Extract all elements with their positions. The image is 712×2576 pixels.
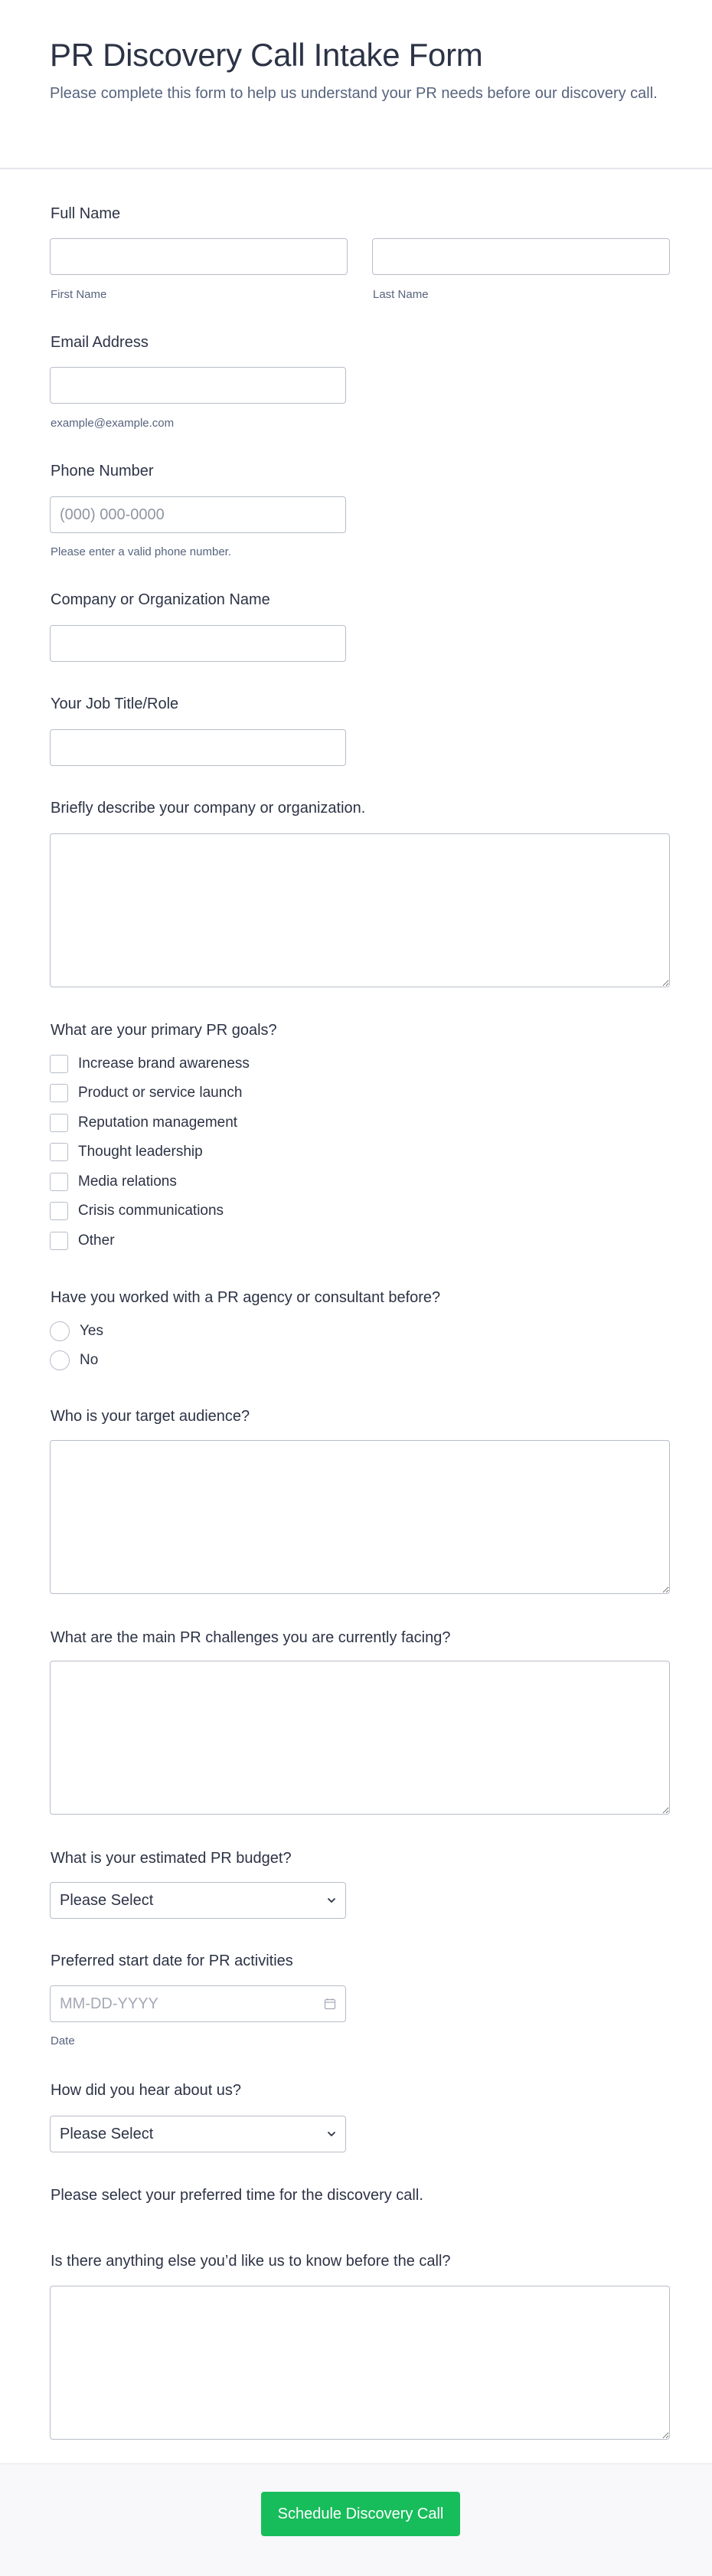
- checkbox[interactable]: [50, 1232, 68, 1250]
- pr-goal-option-label: Media relations: [78, 1173, 177, 1190]
- chevron-down-icon: [327, 2129, 336, 2139]
- checkbox[interactable]: [50, 1114, 68, 1132]
- radio-option-label: No: [80, 1352, 99, 1368]
- pr-goal-option[interactable]: [50, 1113, 237, 1133]
- pr-goal-option[interactable]: [50, 1083, 242, 1103]
- heard-about-select[interactable]: [50, 2116, 346, 2152]
- preferred-time-label: Please select your preferred time for the discovery call.: [51, 2187, 423, 2204]
- budget-select[interactable]: [50, 1882, 346, 1919]
- pr-goal-option-label: Product or service launch: [78, 1085, 243, 1101]
- full-name-label: Full Name: [51, 205, 121, 222]
- budget-select-value: Please Select: [60, 1891, 154, 1909]
- budget-label: What is your estimated PR budget?: [51, 1850, 292, 1867]
- radio-button[interactable]: [50, 1321, 70, 1341]
- pr-goal-option-label: Crisis communications: [78, 1203, 224, 1219]
- anything-else-label: Is there anything else you’d like us to know before the call?: [51, 2253, 451, 2270]
- pr-goal-option[interactable]: [50, 1172, 177, 1192]
- checkbox[interactable]: [50, 1173, 68, 1191]
- heard-about-select-value: Please Select: [60, 2125, 154, 2142]
- form-header: [0, 0, 712, 169]
- form-subtitle: Please complete this form to help us understand your PR needs before our discovery call.: [50, 85, 658, 102]
- phone-input[interactable]: [50, 496, 346, 533]
- radio-option-no[interactable]: [50, 1350, 98, 1371]
- email-label: Email Address: [51, 334, 149, 351]
- job-title-input[interactable]: [50, 729, 346, 766]
- pr-goal-option-label: Reputation management: [78, 1115, 238, 1131]
- company-label: Company or Organization Name: [51, 591, 270, 608]
- last-name-sublabel: Last Name: [373, 288, 429, 301]
- company-description-textarea[interactable]: [50, 833, 670, 987]
- email-input[interactable]: [50, 367, 346, 404]
- pr-goal-option-label: Other: [78, 1232, 115, 1249]
- target-audience-label: Who is your target audience?: [51, 1408, 250, 1425]
- pr-goal-option-label: Thought leadership: [78, 1144, 203, 1160]
- email-sublabel: example@example.com: [51, 417, 175, 430]
- radio-option-yes[interactable]: [50, 1321, 103, 1342]
- start-date-label: Preferred start date for PR activities: [51, 1952, 293, 1969]
- pr-goal-option-label: Increase brand awareness: [78, 1056, 250, 1072]
- radio-option-label: Yes: [80, 1323, 103, 1339]
- heard-about-label: How did you hear about us?: [51, 2082, 242, 2099]
- schedule-discovery-call-button[interactable]: Schedule Discovery Call: [261, 2492, 460, 2536]
- challenges-textarea[interactable]: [50, 1661, 670, 1815]
- first-name-sublabel: First Name: [51, 288, 107, 301]
- job-title-label: Your Job Title/Role: [51, 696, 179, 712]
- checkbox[interactable]: [50, 1202, 68, 1220]
- last-name-input[interactable]: [372, 238, 670, 275]
- company-description-label: Briefly describe your company or organization.: [51, 800, 366, 817]
- pr-goal-option[interactable]: [50, 1142, 203, 1162]
- pr-goal-option[interactable]: [50, 1231, 115, 1251]
- phone-label: Phone Number: [51, 463, 154, 480]
- start-date-field[interactable]: [50, 1985, 346, 2022]
- checkbox[interactable]: [50, 1143, 68, 1161]
- form-title: PR Discovery Call Intake Form: [50, 37, 483, 73]
- first-name-input[interactable]: [50, 238, 348, 275]
- pr-goal-option[interactable]: [50, 1054, 250, 1074]
- start-date-input[interactable]: [60, 1995, 324, 2013]
- checkbox[interactable]: [50, 1084, 68, 1102]
- company-input[interactable]: [50, 625, 346, 662]
- phone-sublabel: Please enter a valid phone number.: [51, 545, 231, 558]
- start-date-sublabel: Date: [51, 2034, 75, 2047]
- radio-button[interactable]: [50, 1350, 70, 1370]
- pr-goal-option[interactable]: [50, 1201, 224, 1221]
- worked-before-label: Have you worked with a PR agency or consultant before?: [51, 1289, 441, 1306]
- challenges-label: What are the main PR challenges you are currently facing?: [51, 1629, 451, 1646]
- calendar-icon[interactable]: [324, 1998, 336, 2010]
- pr-goals-label: What are your primary PR goals?: [51, 1022, 277, 1039]
- target-audience-textarea[interactable]: [50, 1440, 670, 1594]
- anything-else-textarea[interactable]: [50, 2286, 670, 2440]
- checkbox[interactable]: [50, 1055, 68, 1073]
- chevron-down-icon: [327, 1896, 336, 1905]
